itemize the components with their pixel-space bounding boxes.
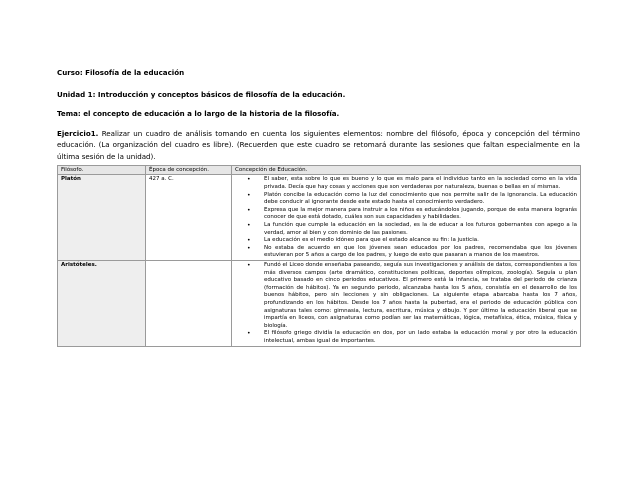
list-item: • No estaba de acuerdo en que los jóvenes sean educados por los padres, recomendaba que los jóvenes estuvieran por 5 años a cargo de los padres, y luego de esto que pasaran a manos de los maestros. (235, 245, 577, 260)
epoch-cell: 427 a. C. (146, 175, 232, 261)
conception-cell (232, 261, 581, 347)
list-item: • El filósofo griego dividía la educación en dos, por un lado estaba la educación moral y por otro la educación intelectual, ambas igual de importantes. (235, 330, 577, 345)
table-header-row (58, 165, 581, 175)
topic-heading: Tema: el concepto de educación a lo largo de la historia de la filosofía. (57, 109, 340, 118)
epoch-cell (146, 261, 232, 347)
unit-heading: Unidad 1: Introducción y conceptos básicos de filosofía de la educación. (57, 90, 346, 99)
column-header-conception: Concepción de Educación. (232, 165, 581, 175)
list-item: • La función que cumple la educación en la sociedad, es la de educar a los futuros gobernantes con apego a la verdad, amor al bien y con dominio de las pasiones. (235, 222, 577, 237)
document-page (57, 68, 580, 347)
list-item: • Expresa que la mejor manera para instruir a los niños es educándolos jugando, porque de esta manera lograrás conocer de que está dotado, cuáles son sus capacidades y habilidades. (235, 207, 577, 222)
table-row-plato (58, 175, 581, 261)
exercise-text: Realizar un cuadro de análisis tomando en cuenta los siguientes elementos: nombre del filósofo, época y concepción del término educación. (La organización del cuadro es libre). (Recuerden que este cuadro se retomará durante las sesiones que faltan especialmente en la última sesión de la unidad). (57, 129, 580, 161)
list-item: • El saber, esta sobre lo que es bueno y lo que es malo para el individuo tanto en la sociedad como en la vida privada. Decía que hay cosas y acciones que son verdaderas por naturaleza, buenas o bellas en sí mismas. (235, 176, 577, 191)
exercise-label: Ejercicio1. (57, 129, 99, 138)
list-item: • Platón concibe la educación como la luz del conocimiento que nos permite salir de la ignorancia. La educación debe conducir al ignorante desde este estado hasta el conocimiento verdadero. (235, 192, 577, 207)
philosopher-cell: Platón (58, 175, 146, 261)
exercise-paragraph (57, 128, 580, 162)
list-item: • La educación es el medio idóneo para que el estado alcance su fin: la justicia. (235, 237, 577, 245)
philosopher-cell: Aristóteles. (58, 261, 146, 347)
conception-list (235, 176, 577, 260)
table-row-aristotle (58, 261, 581, 347)
conception-cell (232, 175, 581, 261)
course-heading: Curso: Filosofía de la educación (57, 68, 185, 77)
column-header-philosopher: Filósofo. (58, 165, 146, 175)
analysis-table (57, 165, 581, 347)
conception-list (235, 262, 577, 346)
column-header-epoch: Época de concepción. (146, 165, 232, 175)
list-item: • Fundó el Liceo donde enseñaba paseando, seguía sus investigaciones y análisis de datos, correspondientes a los más diversos campos (arte dramático, constituciones políticas, deportes olímpicos, zoología). Seguía u plan educativo basado en cinco periodos educativos. El primero está la infancia, se trataba del periodo de crianza (formación de hábitos). Ya en segundo periodo, alcanzaba hasta los 5 años, consistía en el desarrollo de los buenos hábitos, pero sin lecciones y sin obligaciones. La siguiente etapa abarcaba hasta los 7 años, profundizando en los hábitos. Desde los 7 años hasta la pubertad, era el periodo de educación pública con asignaturas tales como: gimnasia, lectura, escritura, música y dibujo. Y por último la educación liberal que se impartía en liceos, con asignaturas como podían ser las matemáticas, lógica, metafísica, ética, música, física y biología. (235, 262, 577, 330)
